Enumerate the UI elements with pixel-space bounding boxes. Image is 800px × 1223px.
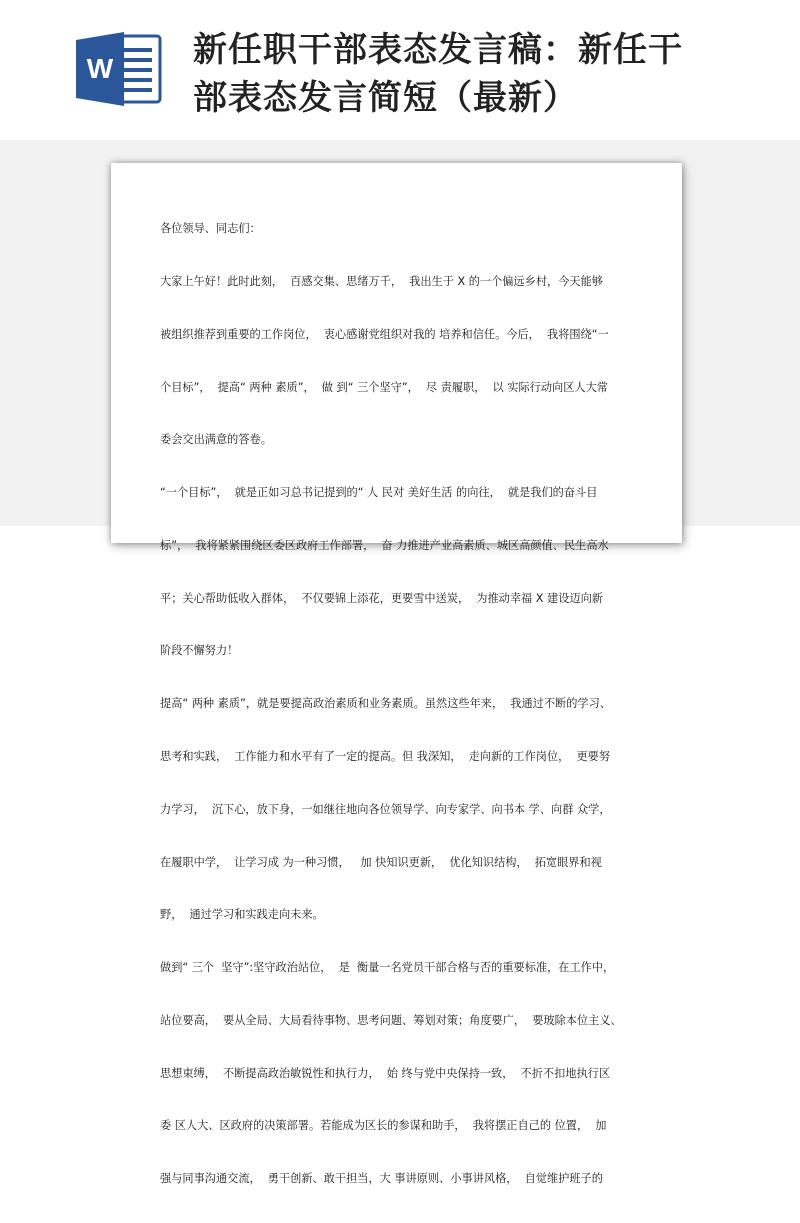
document-line: 在履职中学， 让学习成 为一种习惯， 加 快知识更新， 优化知识结构， 拓宽眼界和视	[160, 855, 602, 869]
word-document-icon	[74, 30, 166, 108]
document-line: 大家上午好！此时此刻， 百感交集、思绪万千， 我出生于 X 的一个偏远乡村，今天能够	[160, 274, 603, 288]
document-line: 平；关心帮助低收入群体， 不仅要锦上添花，更要雪中送炭， 为推动幸福 X 建设迈向新	[160, 591, 603, 605]
document-line: 提高“ 两种 素质”，就是要提高政治素质和业务素质。虽然这些年来， 我通过不断的学习、	[160, 697, 611, 711]
document-line: 做到“ 三个 坚守”:坚守政治站位， 是 衡量一名党员干部合格与否的重要标准，在工作中，	[160, 961, 615, 975]
document-line: 思想束缚， 不断提高政治敏锐性和执行力， 始 终与党中央保持一致， 不折不扣地执行区	[160, 1066, 611, 1080]
document-line: “一个目标”， 就是正如习总书记提到的“ 人 民对 美好生活 的向往， 就是我们的奋斗目	[160, 486, 598, 500]
document-line: 阶段不懈努力！	[160, 644, 239, 658]
document-line: 站位要高， 要从全局、大局看待事物、思考问题、筹划对策；角度要广， 要玻除本位主义、	[160, 1013, 622, 1027]
document-line: 被组织推荐到重要的工作岗位， 衷心感谢党组织对我的 培养和信任。今后， 我将围绕“一	[160, 327, 609, 341]
page-title	[193, 26, 753, 122]
document-line: 野， 通过学习和实践走向未来。	[160, 908, 324, 922]
title-line-1: 新任职干部表态发言稿：新任干	[193, 30, 683, 70]
document-body	[160, 185, 646, 1223]
document-line: 委 区人大、区政府的决策部署。若能成为区长的参谋和助手， 我将摆正自己的 位置， 加	[160, 1119, 607, 1133]
document-line: 力学习， 沉下心，放下身，一如继往地向各位领导学、向专家学、向书本 学、向群 众学，	[160, 802, 611, 816]
svg-text:W: W	[86, 53, 114, 84]
page-header	[0, 0, 800, 140]
document-line: 思考和实践， 工作能力和水平有了一定的提高。但 我深知， 走向新的工作岗位， 更要努	[160, 750, 611, 763]
document-line: 标”， 我将紧紧围绕区委区政府工作部署， 奋 力推进产业高素质、城区高颜值、民生高水	[160, 538, 609, 552]
title-line-2: 部表态发言简短（最新）	[193, 78, 578, 118]
document-line: 委会交出满意的答卷。	[160, 433, 272, 447]
document-line: 各位领导、同志们：	[160, 222, 261, 236]
document-line: 强与同事沟通交流， 勇干创新、敢干担当，大 事讲原则、小事讲风格， 自觉维护班子的	[160, 1172, 603, 1186]
document-line: 个目标”， 提高“ 两种 素质”， 做 到“ 三个坚守”， 尽 责履职， 以 实际行动向区人大常	[160, 380, 608, 394]
document-page	[111, 163, 682, 1186]
